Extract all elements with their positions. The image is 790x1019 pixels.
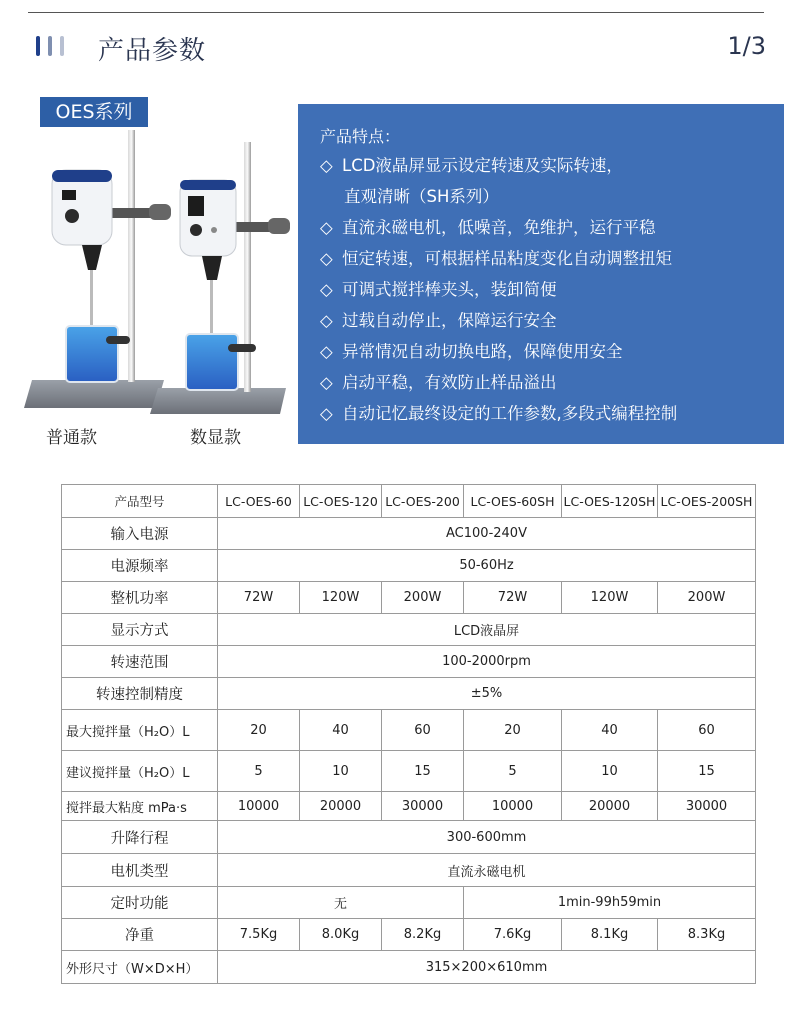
cell-value: 60: [382, 710, 464, 751]
row-label: 电源频率: [62, 550, 218, 582]
cell-value: 10000: [218, 792, 300, 821]
row-label: 转速范围: [62, 646, 218, 678]
model-name: LC-OES-120SH: [562, 485, 658, 518]
cell-value: 5: [218, 751, 300, 792]
table-row: [62, 485, 756, 518]
row-label: 建议搅拌量（H₂O）L: [62, 751, 218, 792]
cell-value: 40: [562, 710, 658, 751]
table-row: [62, 614, 756, 646]
product-photo: [24, 130, 294, 418]
diamond-icon: ◇: [320, 218, 333, 237]
cell-value: 20000: [300, 792, 382, 821]
feature-item: ◇ 异常情况自动切换电路，保障使用安全: [320, 336, 780, 367]
cell-value: AC100-240V: [218, 518, 756, 550]
table-row: [62, 887, 756, 919]
table-row: [62, 951, 756, 984]
header-label: 产品型号: [62, 485, 218, 518]
cell-value: ±5%: [218, 678, 756, 710]
row-label: 定时功能: [62, 887, 218, 919]
diamond-icon: ◇: [320, 311, 333, 330]
feature-item: ◇ LCD液晶屏显示设定转速及实际转速，: [320, 150, 780, 181]
cell-value: 10: [300, 751, 382, 792]
cell-value: 1min-99h59min: [464, 887, 756, 919]
cell-value: 8.0Kg: [300, 919, 382, 951]
cell-value: 20: [218, 710, 300, 751]
row-label: 转速控制精度: [62, 678, 218, 710]
cell-value: 无: [218, 887, 464, 919]
table-row: [62, 518, 756, 550]
diamond-icon: ◇: [320, 280, 333, 299]
table-row: [62, 919, 756, 951]
spec-table: [61, 484, 756, 984]
feature-item: ◇ 可调式搅拌棒夹头，装卸简便: [320, 274, 780, 305]
table-row: [62, 678, 756, 710]
cell-value: 直流永磁电机: [218, 854, 756, 887]
cell-value: LCD液晶屏: [218, 614, 756, 646]
cell-value: 200W: [658, 582, 756, 614]
cell-value: 300-600mm: [218, 821, 756, 854]
feature-item: ◇ 启动平稳，有效防止样品溢出: [320, 367, 780, 398]
cell-value: 200W: [382, 582, 464, 614]
table-row: [62, 854, 756, 887]
cell-value: 15: [658, 751, 756, 792]
features-panel: [298, 104, 784, 444]
row-label: 净重: [62, 919, 218, 951]
cell-value: 72W: [218, 582, 300, 614]
table-row: [62, 582, 756, 614]
features-title: 产品特点：: [320, 127, 401, 146]
diamond-icon: ◇: [320, 156, 333, 175]
cell-value: 7.6Kg: [464, 919, 562, 951]
cell-value: 10: [562, 751, 658, 792]
table-row: [62, 710, 756, 751]
diamond-icon: ◇: [320, 404, 333, 423]
caption-standard: 普通款: [46, 428, 97, 448]
model-name: LC-OES-200: [382, 485, 464, 518]
cell-value: 8.3Kg: [658, 919, 756, 951]
cell-value: 72W: [464, 582, 562, 614]
row-label: 显示方式: [62, 614, 218, 646]
feature-item: ◇ 恒定转速，可根据样品粘度变化自动调整扭矩: [320, 243, 780, 274]
caption-digital: 数显款: [190, 428, 241, 448]
cell-value: 20000: [562, 792, 658, 821]
cell-value: 30000: [382, 792, 464, 821]
cell-value: 120W: [562, 582, 658, 614]
cell-value: 100-2000rpm: [218, 646, 756, 678]
row-label: 最大搅拌量（H₂O）L: [62, 710, 218, 751]
row-label: 电机类型: [62, 854, 218, 887]
page-title: 产品参数: [98, 36, 207, 66]
table-row: [62, 550, 756, 582]
row-label: 升降行程: [62, 821, 218, 854]
table-row: [62, 821, 756, 854]
row-label: 外形尺寸（W×D×H）: [62, 951, 218, 984]
model-name: LC-OES-60: [218, 485, 300, 518]
cell-value: 30000: [658, 792, 756, 821]
diamond-icon: ◇: [320, 249, 333, 268]
series-badge: OES系列: [40, 97, 148, 127]
table-row: [62, 646, 756, 678]
cell-value: 10000: [464, 792, 562, 821]
cell-value: 40: [300, 710, 382, 751]
feature-item: ◇ 直流永磁电机，低噪音，免维护，运行平稳: [320, 212, 780, 243]
standard-stirrer: [24, 130, 171, 408]
cell-value: 60: [658, 710, 756, 751]
diamond-icon: ◇: [320, 373, 333, 392]
cell-value: 50-60Hz: [218, 550, 756, 582]
cell-value: 8.1Kg: [562, 919, 658, 951]
header-rule: [28, 12, 764, 13]
cell-value: 315×200×610mm: [218, 951, 756, 984]
diamond-icon: ◇: [320, 342, 333, 361]
cell-value: 7.5Kg: [218, 919, 300, 951]
feature-item-continuation: 直观清晰（SH系列）: [344, 187, 499, 206]
cell-value: 8.2Kg: [382, 919, 464, 951]
cell-value: 15: [382, 751, 464, 792]
model-name: LC-OES-120: [300, 485, 382, 518]
model-name: LC-OES-60SH: [464, 485, 562, 518]
model-name: LC-OES-200SH: [658, 485, 756, 518]
row-label: 整机功率: [62, 582, 218, 614]
cell-value: 120W: [300, 582, 382, 614]
feature-item: ◇ 过载自动停止，保障运行安全: [320, 305, 780, 336]
cell-value: 20: [464, 710, 562, 751]
cell-value: 5: [464, 751, 562, 792]
page-number: 1/3: [727, 32, 766, 60]
table-row: [62, 792, 756, 821]
digital-stirrer: [150, 142, 290, 414]
row-label: 输入电源: [62, 518, 218, 550]
features-list: [320, 150, 780, 429]
row-label: 搅拌最大粘度 mPa·s: [62, 792, 218, 821]
feature-item: ◇ 自动记忆最终设定的工作参数,多段式编程控制: [320, 398, 780, 429]
table-row: [62, 751, 756, 792]
